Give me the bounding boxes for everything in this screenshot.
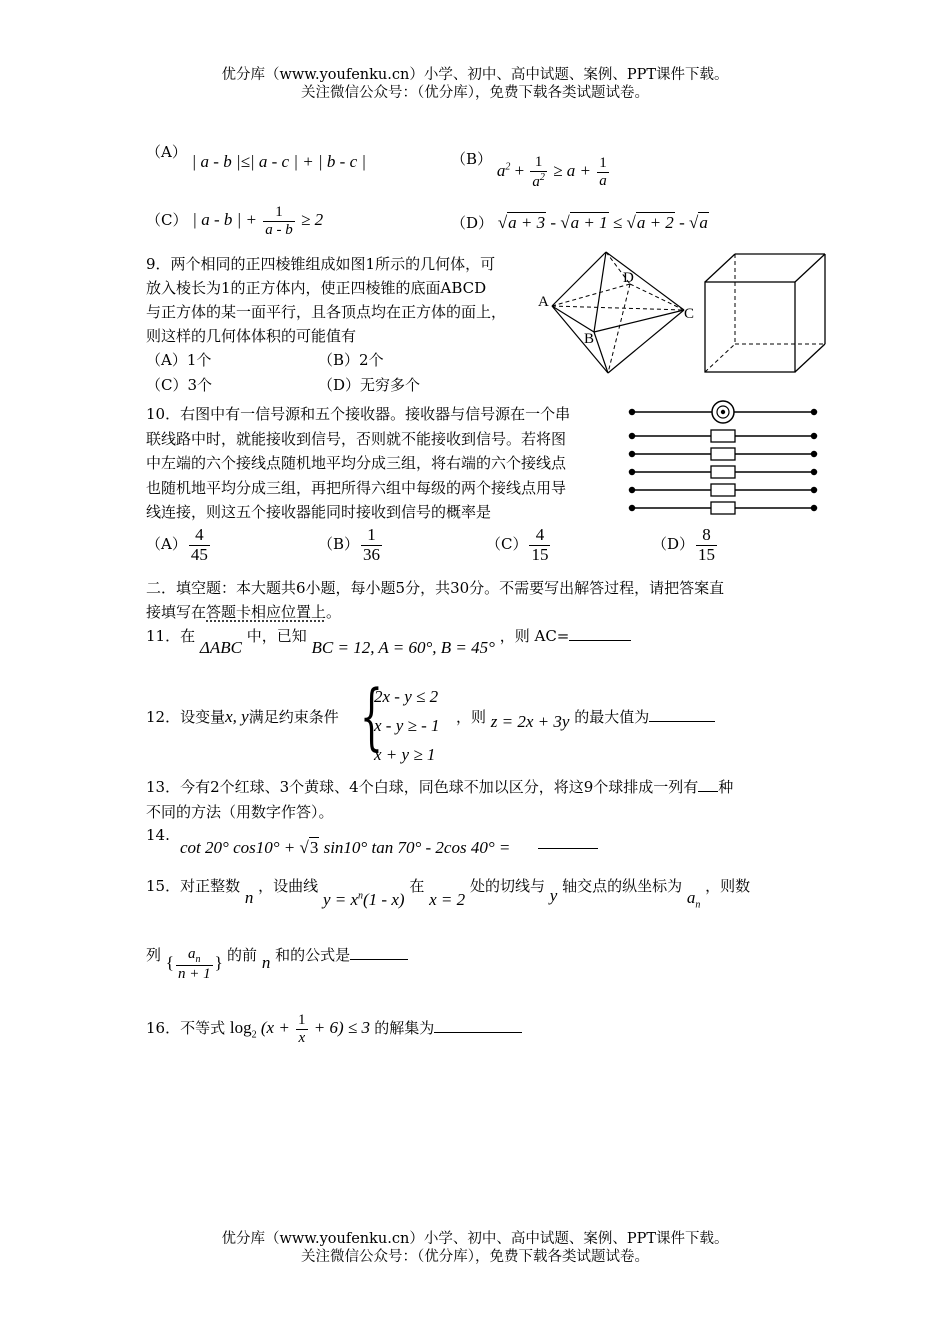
q15-line-1 <box>146 876 751 911</box>
text: 接填写在 <box>146 603 207 621</box>
math-op: + <box>514 160 525 180</box>
fraction <box>361 526 382 564</box>
q9-option-a: （A）1个 <box>146 351 212 369</box>
text: ，则 <box>456 708 487 726</box>
math-inequality <box>229 1012 374 1046</box>
math-exp: n <box>358 890 364 902</box>
q10-option-d <box>652 526 719 564</box>
math-text: | a - b | + <box>192 209 257 229</box>
q10-line-4: 也随机地平均分成三组，再把所得六组中每级的两个接线点用导 <box>146 478 567 497</box>
answer-blank <box>698 777 718 792</box>
answer-blank <box>350 945 408 960</box>
frac-den: n + 1 <box>177 966 211 982</box>
frac-num: 1 <box>530 154 547 172</box>
q9-line-4: 则这样的几何体体积的可能值有 <box>146 327 357 345</box>
sqrt-body: 3 <box>309 838 319 857</box>
math-op: - <box>674 213 689 232</box>
option-label: （C） <box>486 535 528 554</box>
brace-open: { <box>165 953 174 973</box>
frac-num: 8 <box>696 526 717 546</box>
text: 12．设变量 <box>146 708 226 726</box>
q8-c-expression <box>192 204 324 238</box>
brace-icon: { <box>360 674 383 758</box>
octahedron-figure <box>536 248 712 378</box>
q10-line-2: 联线路中时，就能接收到信号，否则就不能接收到信号。若将图 <box>146 429 567 448</box>
q13-line-2: 不同的方法（用数字作答）。 <box>146 803 334 821</box>
q8-option-c <box>146 204 323 238</box>
q8-option-a <box>146 142 367 171</box>
math-xeq: x = 2 <box>429 890 466 909</box>
q8-option-b <box>451 142 611 190</box>
sqrt-body: a + 1 <box>570 213 608 232</box>
text: 中，已知 <box>246 627 307 645</box>
q9-option-b: （B）2个 <box>318 351 384 369</box>
q8-option-d <box>451 213 709 233</box>
fraction <box>530 154 547 190</box>
fraction <box>597 155 609 189</box>
q9-line-1: 9．两个相同的正四棱锥组成如图1所示的几何体，可 <box>146 255 496 273</box>
q9-line-3: 与正方体的某一面平行，且各顶点均在正方体的面上， <box>146 303 507 321</box>
page-footer <box>0 1230 950 1266</box>
emphasized-text: 答题卡相应位置上 <box>206 603 327 621</box>
fraction <box>176 946 213 983</box>
page-header <box>0 66 950 102</box>
math-exp: 2 <box>505 161 511 173</box>
math-var: n <box>244 888 254 907</box>
q9-stem <box>146 252 506 348</box>
math-condition: BC = 12, A = 60°, B = 45° <box>311 638 495 657</box>
frac-den: a - b <box>265 221 293 238</box>
q14-number: 14. <box>146 826 170 844</box>
constraint-1: 2x - y ≤ 2 <box>374 687 439 706</box>
math-triangle: ΔABC <box>199 638 242 657</box>
text: 种 <box>718 778 734 796</box>
math-op: ≥ a + <box>553 160 591 180</box>
text: 16．不等式 <box>146 1018 226 1037</box>
sqrt-sign: √ <box>299 838 309 857</box>
frac-den: 15 <box>698 544 716 564</box>
math-seq-frac <box>165 946 227 982</box>
brace-close: } <box>214 953 223 973</box>
math-var: a <box>686 888 696 907</box>
footer-line-1: 优分库（www.youfenku.cn）小学、初中、高中试题、案例、PPT课件下载。 <box>221 1231 729 1247</box>
answer-blank <box>538 834 598 849</box>
circuit-figure <box>626 398 822 520</box>
q12-constraints <box>374 682 440 769</box>
math-sub: n <box>195 954 201 965</box>
header-line-1: 优分库（www.youfenku.cn）小学、初中、高中试题、案例、PPT课件下载。 <box>221 67 729 83</box>
text: 的最大值为 <box>574 708 650 726</box>
fraction <box>696 526 717 564</box>
option-label: （B） <box>318 535 360 554</box>
sqrt-sign: √ <box>626 213 636 232</box>
q10-line-5: 线连接，则这五个接收器能同时接收到信号的概率是 <box>146 503 492 521</box>
sqrt-sign: √ <box>497 213 508 232</box>
q14-expression <box>180 838 510 858</box>
q9-option-d: （D）无穷多个 <box>318 376 421 394</box>
option-label: （C） <box>146 210 188 229</box>
q8-d-expression <box>498 212 709 232</box>
constraint-3: x + y ≥ 1 <box>374 745 436 764</box>
math-log: log <box>229 1017 252 1037</box>
text: ，则 AC= <box>499 627 570 645</box>
math-text: (1 - x) <box>363 890 405 909</box>
constraint-2: x - y ≥ - 1 <box>374 716 440 735</box>
option-label: （D） <box>451 214 494 232</box>
math-vars: x, y <box>225 707 249 726</box>
section-2-line-1: 二．填空题：本大题共6小题，每小题5分，共30分。不需要写出解答过程，请把答案直 <box>146 579 725 597</box>
sqrt-sign: √ <box>688 213 699 232</box>
q10-line-3: 中左端的六个接线点随机地平均分成三组，将右端的六个接线点 <box>146 454 567 472</box>
q14-answer <box>538 834 598 853</box>
sqrt-sign: √ <box>560 213 570 232</box>
option-label: （A） <box>146 143 187 161</box>
frac-den <box>530 172 547 191</box>
math-op: ≥ 2 <box>301 209 324 229</box>
math-var: y <box>549 886 558 905</box>
answer-blank <box>434 1018 522 1033</box>
section-2-line-2 <box>146 600 724 624</box>
cube-figure <box>700 250 830 376</box>
q8-a-expression: | a - b |≤| a - c | + | b - c | <box>191 152 367 171</box>
math-exp: 2 <box>539 171 545 183</box>
frac-den: 45 <box>190 544 208 564</box>
text: 11．在 <box>146 627 196 645</box>
math-var: a <box>496 160 506 180</box>
frac-den: 36 <box>363 544 381 564</box>
frac-num: 4 <box>529 526 550 546</box>
vertex-label-a: A <box>538 294 549 310</box>
text: 的前 <box>227 946 258 965</box>
math-var: a <box>532 173 540 190</box>
frac-num: 1 <box>298 1012 306 1028</box>
option-label: （A） <box>146 535 187 554</box>
text: 列 <box>146 946 162 965</box>
math-op: - <box>546 213 561 232</box>
frac-num: 1 <box>263 204 295 222</box>
q16 <box>146 1012 522 1046</box>
math-op: ≤ <box>608 213 627 232</box>
q10-option-a <box>146 526 212 564</box>
option-label: （D） <box>652 535 695 554</box>
frac-num: 4 <box>189 526 210 546</box>
q9-option-c: （C）3个 <box>146 376 213 394</box>
math-curve <box>323 890 405 909</box>
text: 满足约束条件 <box>248 708 339 726</box>
frac-den: 15 <box>531 544 549 564</box>
vertex-label-c: C <box>684 306 695 322</box>
math-text: y = x <box>322 890 359 909</box>
option-label: （B） <box>451 149 493 168</box>
math-seq <box>686 888 701 911</box>
math-sub: 2 <box>251 1029 257 1041</box>
answer-blank <box>649 707 715 722</box>
math-sub: n <box>695 899 701 911</box>
q12-prefix <box>146 707 339 727</box>
frac-den: a <box>599 172 607 189</box>
text: ，设曲线 <box>258 877 319 895</box>
text: 和的公式是 <box>275 946 351 965</box>
math-text: (x + <box>260 1017 290 1037</box>
vertex-label-d: D <box>623 270 634 286</box>
header-line-2: 关注微信公众号：（优分库），免费下载各类试题试卷。 <box>301 85 649 101</box>
q9-line-2: 放入棱长为1的正方体内，使正四棱锥的底面ABCD <box>146 279 487 297</box>
q10-option-c <box>486 526 552 564</box>
math-var: n <box>261 953 271 973</box>
text: 的解集为 <box>374 1018 435 1037</box>
text: 。 <box>326 603 342 621</box>
text: 轴交点的纵坐标为 <box>562 877 683 895</box>
q11 <box>146 626 631 657</box>
sqrt-body: a + 3 <box>508 213 546 232</box>
math-var: a <box>188 946 196 962</box>
q10-option-b <box>318 526 384 564</box>
vertex-label-b: B <box>584 331 595 347</box>
fraction <box>189 526 210 564</box>
math-text: + 6) ≤ 3 <box>313 1017 371 1037</box>
q8-b-expression <box>496 154 611 190</box>
math-objective: z = 2x + 3y <box>490 712 570 731</box>
sqrt-body: a + 2 <box>636 213 674 232</box>
text: 在 <box>409 877 425 895</box>
footer-line-2: 关注微信公众号：（优分库），免费下载各类试题试卷。 <box>301 1249 649 1265</box>
q13 <box>146 775 733 825</box>
fraction <box>296 1012 308 1046</box>
q10-stem <box>146 402 570 525</box>
q12-suffix <box>456 707 715 731</box>
sqrt-body: a <box>699 213 708 232</box>
text: ，则数 <box>705 877 751 895</box>
q10-line-1: 10．右图中有一信号源和五个接收器。接收器与信号源在一个串 <box>146 405 571 423</box>
section-2-heading <box>146 576 724 624</box>
frac-num <box>176 946 213 966</box>
math-text: cot 20° cos10° + <box>180 838 296 857</box>
q13-line-1 <box>146 775 733 800</box>
text: 15．对正整数 <box>146 877 241 895</box>
math-text: sin10° tan 70° - 2cos 40° = <box>323 838 511 857</box>
receiver-icons <box>711 430 735 514</box>
q15-line-2 <box>146 938 408 982</box>
signal-source-icon <box>712 401 734 423</box>
fraction <box>263 204 295 238</box>
text: 13．今有2个红球、3个黄球、4个白球，同色球不加以区分，将这9个球排成一列有 <box>146 778 699 796</box>
frac-num: 1 <box>599 155 607 171</box>
frac-den: x <box>298 1029 306 1046</box>
fraction <box>529 526 550 564</box>
answer-blank <box>569 626 631 641</box>
text: 处的切线与 <box>469 877 545 895</box>
frac-num: 1 <box>361 526 382 546</box>
